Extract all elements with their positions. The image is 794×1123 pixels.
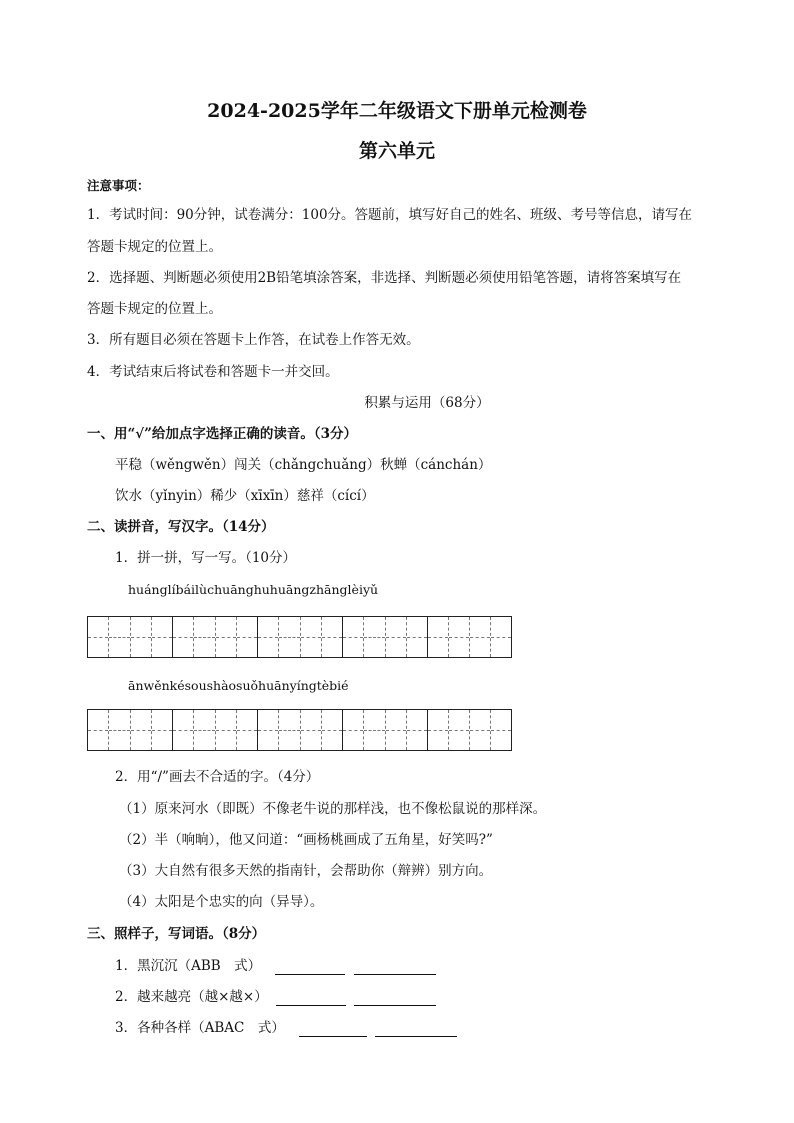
char-box[interactable]	[172, 709, 257, 751]
q1-heading: 一、用“√”给加点字选择正确的读音。（3分）	[87, 426, 358, 442]
q3-item-2: 2．越来越亮（越×越×）	[115, 989, 268, 1005]
answer-blank[interactable]	[354, 960, 436, 975]
q3-item-1: 1．黑沉沉（ABB 式）	[115, 958, 262, 974]
q2-item-3: （3）大自然有很多天然的指南针，会帮助你（辩辨）别方向。	[119, 863, 493, 879]
char-box[interactable]	[87, 616, 172, 658]
note-line-2: 答题卡规定的位置上。	[87, 239, 222, 255]
writing-grid-1	[87, 616, 512, 658]
char-box[interactable]	[427, 616, 512, 658]
note-line-4: 答题卡规定的位置上。	[87, 301, 222, 317]
q2-item-4: （4）太阳是个忠实的向（异导）。	[119, 894, 324, 910]
char-box[interactable]	[427, 709, 512, 751]
q2-item-1: （1）原来河水（即既）不像老牛说的那样浅，也不像松鼠说的那样深。	[119, 801, 547, 817]
q2-sub1: 1．拼一拼，写一写。（10分）	[115, 550, 297, 566]
answer-blank[interactable]	[299, 1022, 367, 1037]
note-line-1: 1．考试时间：90分钟，试卷满分：100分。答题前，填写好自己的姓名、班级、考号等信息，请写在	[87, 207, 693, 223]
writing-grid-2	[87, 709, 512, 751]
char-box[interactable]	[87, 709, 172, 751]
page-title: 2024-2025学年二年级语文下册单元检测卷	[207, 100, 587, 122]
char-box[interactable]	[257, 709, 342, 751]
answer-blank[interactable]	[354, 991, 436, 1006]
answer-blank[interactable]	[276, 991, 346, 1006]
q2-item-2: （2）半（响晌），他又问道：“画杨桃画成了五角星，好笑吗?”	[119, 832, 493, 848]
q2-sub2: 2．用“/”画去不合适的字。（4分）	[115, 769, 320, 785]
note-line-6: 4．考试结束后将试卷和答题卡一并交回。	[87, 364, 339, 380]
answer-blank[interactable]	[375, 1022, 457, 1037]
q1-line-2: 饮水（yǐnyin）稀少（xīxīn）慈祥（cící）	[115, 488, 375, 504]
q3-heading: 三、照样子，写词语。（8分）	[87, 926, 266, 942]
pinyin-line-1: huánglíbáilùchuānghuhuāngzhānglèiyǔ	[128, 582, 379, 597]
q3-item-2-row	[115, 988, 436, 1006]
note-line-5: 3．所有题目必须在答题卡上作答，在试卷上作答无效。	[87, 332, 420, 348]
answer-blank[interactable]	[275, 960, 345, 975]
unit-subtitle: 第六单元	[358, 140, 435, 162]
pinyin-line-2: ānwěnkésoushàosuǒhuānyíngtèbié	[128, 678, 349, 693]
char-box[interactable]	[257, 616, 342, 658]
q3-item-3-row	[115, 1019, 457, 1037]
note-line-3: 2．选择题、判断题必须使用2B铅笔填涂答案，非选择、判断题必须使用铅笔答题，请将答案填写在	[87, 270, 682, 286]
q2-heading: 二、读拼音，写汉字。（14分）	[87, 519, 275, 535]
char-box[interactable]	[342, 709, 427, 751]
q3-item-1-row	[115, 957, 436, 975]
char-box[interactable]	[342, 616, 427, 658]
char-box[interactable]	[172, 616, 257, 658]
section-title: 积累与运用（68分）	[364, 395, 490, 411]
notes-heading: 注意事项：	[87, 178, 150, 193]
q1-line-1: 平稳（wěngwěn）闯关（chǎngchuǎng）秋蝉（cánchán）	[115, 457, 492, 473]
q3-item-3: 3．各种各样（ABAC 式）	[115, 1020, 285, 1036]
